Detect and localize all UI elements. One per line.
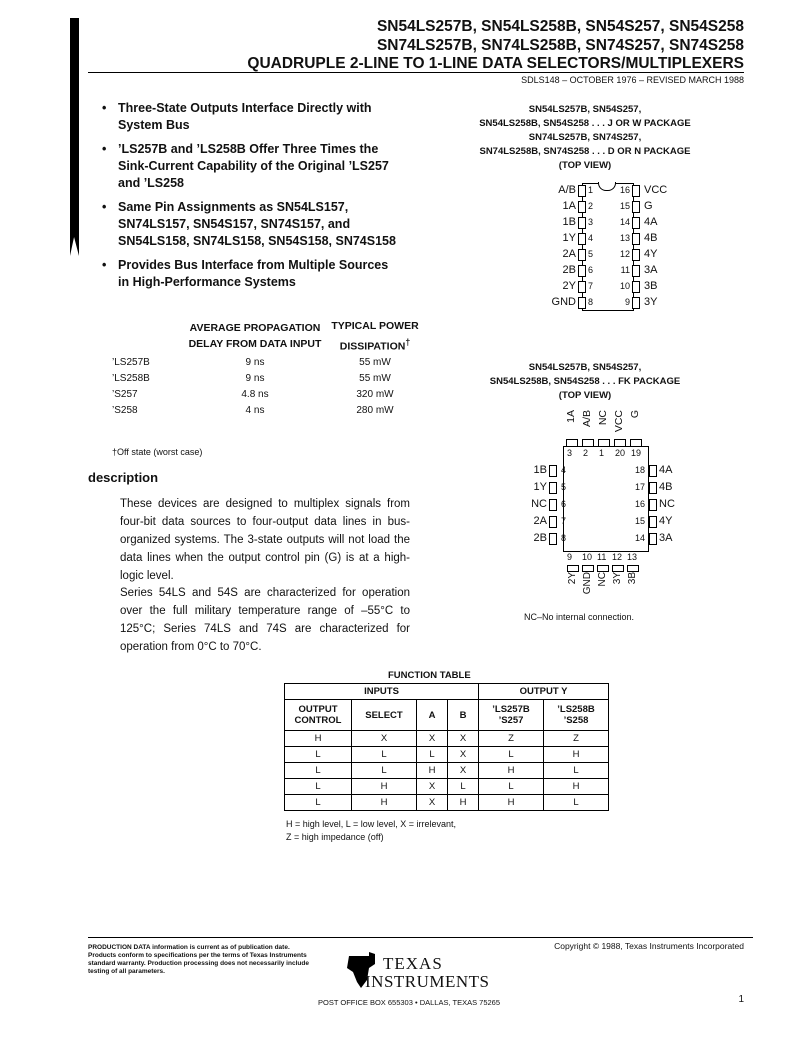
col-257: ’LS257B ’S257	[479, 700, 544, 731]
table-cell: X	[448, 747, 479, 763]
pin-name: 1A	[562, 200, 576, 212]
function-table-title: FUNCTION TABLE	[388, 670, 471, 681]
pin-name: 2Y	[562, 280, 576, 292]
fk-top-pin-name: 1A	[565, 410, 577, 423]
address: POST OFFICE BOX 655303 • DALLAS, TEXAS 75265	[318, 998, 501, 1007]
pin-stub	[614, 439, 626, 447]
pin-name: 3Y	[644, 296, 658, 308]
pin-name: 1Y	[533, 481, 547, 493]
pin-name: GND	[551, 296, 576, 308]
table-cell: X	[448, 763, 479, 779]
col-258: ’LS258B ’S258	[544, 700, 609, 731]
page-number: 1	[738, 994, 744, 1005]
title-line-3: QUADRUPLE 2-LINE TO 1-LINE DATA SELECTORS/MULTIPLEXERS	[247, 55, 744, 72]
fk-caption: SN54LS257B, SN54S257, SN54LS258B, SN54S258 . . . FK PACKAGE (TOP VIEW)	[489, 362, 681, 401]
pin-number: 15	[619, 201, 630, 211]
pin-stub	[549, 516, 557, 528]
function-legend-2: Z = high impedance (off)	[286, 832, 384, 842]
delay-table	[112, 318, 420, 419]
pin-number: 5	[561, 482, 567, 492]
pin-name: 3A	[659, 532, 673, 544]
pin-number: 11	[620, 265, 630, 275]
nc-note: NC–No internal connection.	[524, 612, 635, 622]
table-cell: H	[479, 795, 544, 811]
pin-number: 12	[619, 249, 630, 259]
table-cell: X	[417, 795, 448, 811]
production-data-notice: PRODUCTION DATA information is current as of publication date. Products conform to specifications per the terms of Texas Instruments standard warranty. Production processing does not necessarily include testing of all parameters.	[88, 944, 309, 975]
table-cell: L	[285, 795, 352, 811]
pin-stub	[630, 439, 642, 447]
pin-stub	[578, 265, 586, 277]
table-cell: H	[479, 763, 544, 779]
pin-name: 2B	[562, 264, 576, 276]
feature-item: • ’LS257B and ’LS258B Offer Three Times the Sink-Current Capability of the Original ’LS257 and ’LS258	[98, 141, 398, 192]
table-cell: L	[544, 795, 609, 811]
doc-id: SDLS148 – OCTOBER 1976 – REVISED MARCH 1988	[521, 75, 744, 85]
pin-number: 4	[561, 465, 567, 475]
pin-name: 4A	[644, 216, 658, 228]
table-cell: H	[417, 763, 448, 779]
fk-top-pin-name: G	[629, 410, 641, 419]
pin-stub	[597, 565, 609, 572]
pin-number: 1	[588, 185, 594, 195]
pin-number: 9	[567, 552, 573, 562]
fk-pinout	[515, 410, 705, 595]
pin-stub	[549, 465, 557, 477]
table-row	[285, 795, 609, 811]
table-row	[285, 731, 609, 747]
pin-name: G	[644, 200, 653, 212]
table-cell: H	[285, 731, 352, 747]
table-cell: H	[448, 795, 479, 811]
pin-number: 5	[588, 249, 594, 259]
pin-number: 10	[582, 552, 593, 562]
delay-header: AVERAGE PROPAGATION DELAY FROM DATA INPUT	[188, 322, 322, 351]
table-row	[285, 747, 609, 763]
ti-logo	[345, 950, 495, 992]
footer-rule	[88, 937, 753, 938]
pin-number: 14	[634, 533, 645, 543]
table-row	[285, 763, 609, 779]
pin-stub	[649, 465, 657, 477]
pin-stub	[578, 217, 586, 229]
pin-name: 4A	[659, 464, 673, 476]
pin-number: 8	[588, 297, 594, 307]
table-cell: L	[479, 779, 544, 795]
pin-number: 8	[561, 533, 567, 543]
pin-number: 16	[619, 185, 630, 195]
side-bar	[70, 18, 79, 256]
pin-name: NC	[531, 498, 547, 510]
pin-stub	[598, 439, 610, 447]
col-b: B	[448, 700, 479, 731]
pin-stub	[632, 233, 640, 245]
pin-stub	[566, 439, 578, 447]
title-line-1: SN54LS257B, SN54LS258B, SN54S257, SN54S258	[376, 18, 744, 35]
pin-number: 6	[588, 265, 594, 275]
pin-stub	[578, 233, 586, 245]
feature-list	[98, 100, 398, 298]
pin-number: 18	[634, 465, 645, 475]
pin-number: 3	[567, 448, 573, 458]
pin-stub	[627, 565, 639, 572]
table-cell: L	[448, 779, 479, 795]
table-cell: L	[285, 747, 352, 763]
pin-stub	[632, 185, 640, 197]
fk-top-pin-name: NC	[597, 410, 609, 426]
pin-stub	[549, 482, 557, 494]
feature-item: • Three-State Outputs Interface Directly with System Bus	[98, 100, 398, 134]
header-rule	[88, 72, 744, 73]
pin-number: 17	[634, 482, 645, 492]
pin-stub	[578, 297, 586, 309]
function-table	[284, 683, 609, 811]
pin-number: 13	[627, 552, 638, 562]
table-cell: L	[352, 747, 417, 763]
table-cell: L	[479, 747, 544, 763]
pin-stub	[578, 185, 586, 197]
table-cell: Z	[544, 731, 609, 747]
col-output-control: OUTPUT CONTROL	[285, 700, 352, 731]
pin-name: 4Y	[659, 515, 673, 527]
table-row: ’S257 4.8 ns 320 mW	[112, 388, 394, 400]
fk-bottom-pin-name: 2Y	[567, 572, 578, 585]
description-para-2: Series 54LS and 54S are characterized for operation over the full military temperature range of –55°C to 125°C; Series 74LS and 74S are characterized for operation from 0°C to 70°C.	[120, 587, 410, 653]
logo-text-1: TEXAS	[383, 954, 443, 973]
pin-stub	[582, 439, 594, 447]
pin-number: 9	[624, 297, 630, 307]
table-cell: L	[352, 763, 417, 779]
pin-number: 6	[561, 499, 567, 509]
pin-name: A/B	[558, 184, 576, 196]
col-select: SELECT	[352, 700, 417, 731]
pin-number: 3	[588, 217, 594, 227]
inputs-header: INPUTS	[285, 684, 479, 700]
pin-stub	[632, 297, 640, 309]
pin-name: 3A	[644, 264, 658, 276]
delay-footnote: †Off state (worst case)	[112, 447, 203, 457]
pin-name: 1B	[533, 464, 547, 476]
table-row: ’S258 4 ns 280 mW	[112, 404, 394, 416]
function-legend-1: H = high level, L = low level, X = irrelevant,	[286, 819, 457, 829]
pin-number: 2	[583, 448, 589, 458]
pin-name: 1B	[562, 216, 576, 228]
fk-bottom-pin-name: NC	[597, 572, 608, 587]
title-line-2: SN74LS257B, SN74LS258B, SN74S257, SN74S258	[376, 37, 744, 54]
pin-name: 4B	[659, 481, 673, 493]
pin-number: 7	[561, 516, 567, 526]
table-cell: X	[352, 731, 417, 747]
fk-bottom-pin-name: 3Y	[612, 572, 623, 585]
table-cell: H	[544, 779, 609, 795]
pin-number: 19	[631, 448, 642, 458]
pin-stub	[578, 281, 586, 293]
pin-stub	[549, 533, 557, 545]
logo-text-2: INSTRUMENTS	[365, 972, 490, 991]
pin-stub	[632, 201, 640, 213]
table-row	[285, 779, 609, 795]
pin-name: 3B	[644, 280, 658, 292]
pin-stub	[632, 265, 640, 277]
fk-top-pin-name: VCC	[613, 410, 625, 433]
pin-name: VCC	[644, 184, 668, 196]
description-heading: description	[88, 470, 159, 485]
pin-stub	[582, 565, 594, 572]
power-header: TYPICAL POWER DISSIPATION†	[331, 320, 419, 353]
fk-bottom-pin-name: 3B	[627, 572, 638, 585]
pin-number: 7	[588, 281, 594, 291]
table-cell: H	[352, 779, 417, 795]
pin-number: 14	[619, 217, 630, 227]
feature-item: • Same Pin Assignments as SN54LS157, SN74LS157, SN54S157, SN74S157, and SN54LS158, SN74LS158, SN54S158, SN74S158	[98, 199, 398, 250]
pin-stub	[578, 249, 586, 261]
pin-name: 2A	[533, 515, 547, 527]
fk-bottom-pin-name: GND	[582, 572, 593, 595]
table-row: ’LS257B 9 ns 55 mW	[112, 356, 391, 368]
table-cell: L	[544, 763, 609, 779]
table-cell: H	[352, 795, 417, 811]
table-cell: L	[417, 747, 448, 763]
pin-name: 1Y	[562, 232, 576, 244]
table-cell: Z	[479, 731, 544, 747]
dip-pinout	[538, 180, 688, 315]
copyright: Copyright © 1988, Texas Instruments Incorporated	[554, 941, 744, 951]
output-header: OUTPUT Y	[479, 684, 609, 700]
pin-number: 16	[634, 499, 645, 509]
pin-stub	[649, 516, 657, 528]
pin-number: 2	[588, 201, 594, 211]
pin-number: 4	[588, 233, 594, 243]
pin-name: 2B	[533, 532, 547, 544]
table-row: ’LS258B 9 ns 55 mW	[112, 372, 391, 384]
table-cell: X	[448, 731, 479, 747]
pin-stub	[549, 499, 557, 511]
pin-name: 2A	[562, 248, 576, 260]
pin-stub	[632, 281, 640, 293]
pin-name: 4Y	[644, 248, 658, 260]
col-a: A	[417, 700, 448, 731]
pin-number: 12	[612, 552, 623, 562]
pin-stub	[632, 217, 640, 229]
table-cell: X	[417, 779, 448, 795]
pin-number: 1	[599, 448, 605, 458]
pin-name: NC	[659, 498, 675, 510]
table-cell: X	[417, 731, 448, 747]
pin-stub	[632, 249, 640, 261]
pin-stub	[567, 565, 579, 572]
table-cell: H	[544, 747, 609, 763]
dip-caption: SN54LS257B, SN54S257, SN54LS258B, SN54S258 . . . J OR W PACKAGE SN74LS257B, SN74S257, SN74LS258B, SN74S258 . . . D OR N PACKAGE (TOP VIEW)	[479, 104, 691, 171]
pin-number: 10	[619, 281, 630, 291]
pin-number: 15	[634, 516, 645, 526]
pin-number: 11	[597, 552, 607, 562]
table-cell: L	[285, 763, 352, 779]
pin-stub	[612, 565, 624, 572]
description-para-1: These devices are designed to multiplex signals from four-bit data sources to four-output data lines in bus-organized systems. The 3-state outputs will not load the data lines when the output control pin (G) is at a high-logic level.	[120, 498, 410, 582]
pin-number: 20	[615, 448, 626, 458]
pin-stub	[649, 482, 657, 494]
pin-name: 4B	[644, 232, 658, 244]
feature-item: • Provides Bus Interface from Multiple Sources in High-Performance Systems	[98, 257, 398, 291]
fk-top-pin-name: A/B	[581, 410, 593, 427]
pin-number: 13	[619, 233, 630, 243]
pin-stub	[649, 499, 657, 511]
pin-stub	[578, 201, 586, 213]
pin-stub	[649, 533, 657, 545]
table-cell: L	[285, 779, 352, 795]
